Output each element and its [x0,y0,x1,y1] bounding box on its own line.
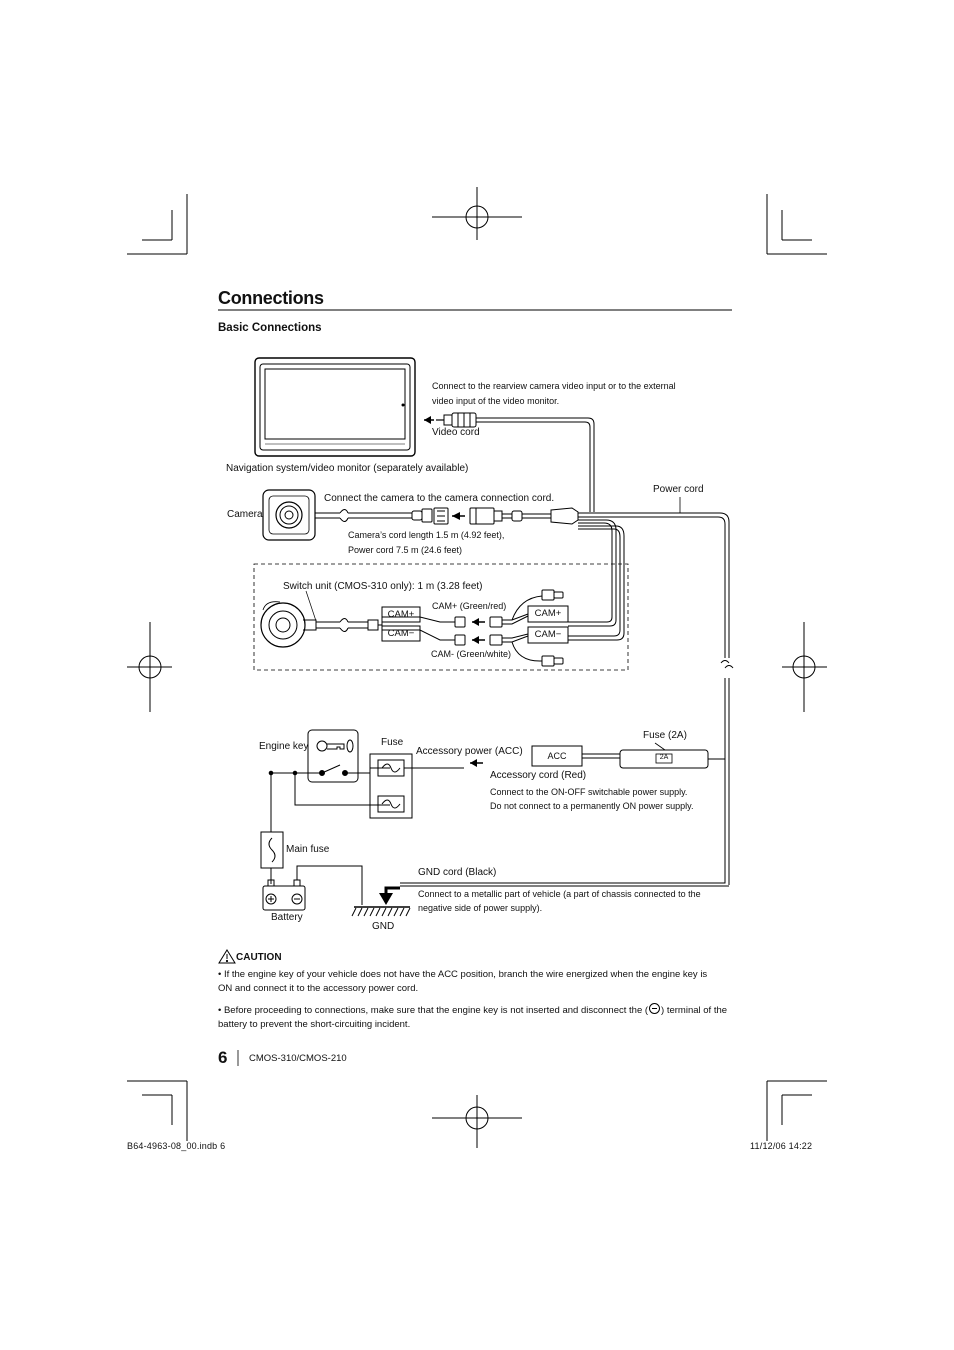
page-number: 6 [218,1048,228,1067]
switch-cam-minus-label: CAM− [387,628,415,639]
file-label: B64-4963-08_00.indb 6 [127,1141,226,1151]
date-label: 11/12/06 14:22 [750,1141,813,1151]
power-cord-label: Power cord [653,484,704,495]
acc-note-1: Connect to the ON-OFF switchable power supply. [490,787,688,797]
caution-title: CAUTION [236,952,282,963]
caution-item-1: • If the engine key of your vehicle does not have the ACC position, branch the wire energized when the engine key is ON and connect it to the accessory power cord. [218,969,708,994]
cord-cam-minus-label: CAM− [534,629,562,640]
battery-label: Battery [271,912,303,923]
fuse-2a-mark: 2A [659,754,669,761]
acc-note-2: Do not connect to a permanently ON power supply. [490,801,694,811]
power-cord-bundle [568,497,733,885]
camera-connect-label: Connect the camera to the camera connection cord. [324,493,555,504]
fuse-box-graphics [370,754,464,818]
switch-unit-graphics [261,591,455,647]
gnd-cord-label: GND cord (Black) [418,867,497,878]
switch-unit-label: Switch unit (CMOS-310 only): 1 m (3.28 feet) [283,581,483,592]
fuse-label: Fuse [381,737,404,748]
cord-cam-plus-label: CAM+ [534,608,562,619]
cam-minus-wire-label: CAM- (Green/white) [431,649,512,659]
acc-box-label: ACC [547,751,567,761]
caution-item-2-end: ) terminal of the battery to prevent the short-circuiting incident. [218,1005,728,1030]
accessory-power-label: Accessory power (ACC) [416,746,523,757]
switch-cam-plus-label: CAM+ [387,609,415,620]
cord-length-label-2: Power cord 7.5 m (24.6 feet) [348,545,463,555]
navigation-monitor-label: Navigation system/video monitor (separately available) [226,463,469,474]
camera-label: Camera [227,509,263,520]
gnd-note: Connect to a metallic part of vehicle (a part of chassis connected to the negative side of power supply). [418,889,701,913]
camera-cord-graphics [315,508,578,524]
fuse-2a-label: Fuse (2A) [643,730,687,741]
gnd-label: GND [372,921,395,932]
main-fuse-label: Main fuse [286,844,330,855]
engine-key-label: Engine key [259,741,309,752]
page-title: Connections [218,288,324,308]
caution-item-2 [218,1002,733,1032]
minus-terminal-icon [649,1003,660,1014]
cord-length-label-1: Camera’s cord length 1.5 m (4.92 feet), [348,530,505,540]
camera-illustration [263,490,315,540]
video-cord-label: Video cord [432,427,480,438]
caution-icon [219,950,235,963]
cam-plus-wire-label: CAM+ (Green/red) [432,601,507,611]
accessory-cord-label: Accessory cord (Red) [490,770,587,781]
model-label: CMOS-310/CMOS-210 [249,1053,347,1064]
video-note: Connect to the rearview camera video input or to the external video input of the video monitor. [432,381,676,406]
monitor-illustration [255,358,415,456]
section-title: Basic Connections [218,322,322,334]
caution-item-2-start: • Before proceeding to connections, make sure that the engine key is not inserted and disconnect the ( [218,1005,649,1016]
